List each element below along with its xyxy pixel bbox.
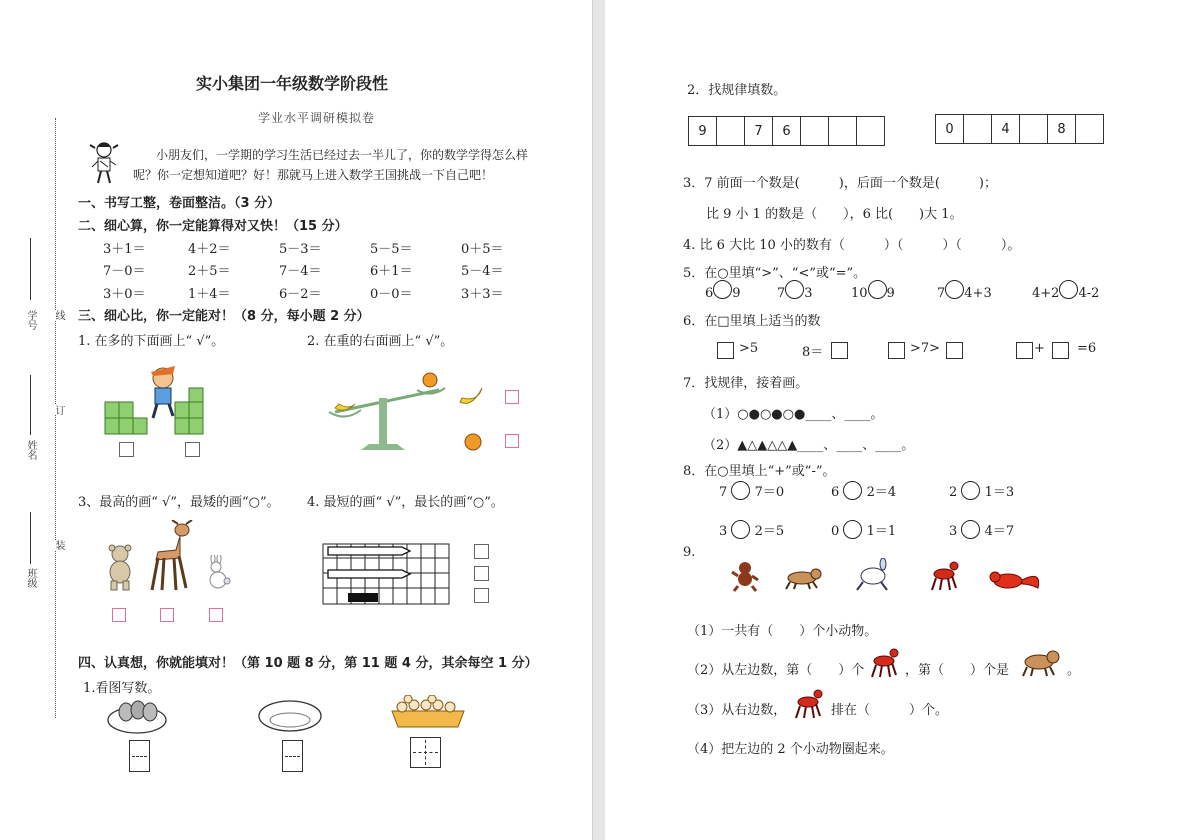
q9-3-part-a: （3）从右边数， (687, 703, 787, 718)
compare-item: 7 4+3 (937, 280, 992, 301)
deer-icon (790, 686, 826, 720)
compare-item: 10 9 (851, 280, 895, 301)
q3-text: 3．7 前面一个数是( )，后面一个数是( )； (683, 176, 997, 191)
pencil-grid-illustration (322, 543, 450, 605)
digit-box[interactable] (282, 740, 303, 772)
sequence-row-2 (935, 114, 1104, 144)
monkey-icon (730, 560, 760, 592)
q4-text: 4. 比 6 大比 10 小的数有（ ）（ ）（ ）。 (683, 238, 1021, 253)
rabbit-illustration (203, 555, 233, 591)
q6-text: 6．在□里填上适当的数 (683, 314, 821, 329)
bear-illustration (102, 544, 138, 592)
deer-illustration (146, 520, 196, 592)
dog-icon (1017, 648, 1061, 678)
side-label-ding: 订 (53, 405, 64, 415)
fill-box[interactable] (831, 342, 848, 359)
deer-icon (926, 558, 962, 592)
compare-circle[interactable] (868, 280, 887, 299)
side-line-banji (30, 512, 31, 564)
empty-plate-illustration (257, 698, 323, 736)
sign-circle[interactable] (731, 520, 750, 539)
calc-item: 3＋0＝ (103, 287, 146, 302)
sign-circle[interactable] (843, 520, 862, 539)
squirrel-icon (986, 566, 1046, 592)
side-label-zhuang: 装 (53, 540, 64, 550)
q3-1-text: 1. 在多的下面画上“ √”。 (78, 334, 225, 349)
q3-subtext: 比 9 小 1 的数是（ ），6 比( )大 1。 (706, 207, 963, 222)
sequence-cell[interactable]: 8 (1048, 115, 1076, 143)
q9-2-part-b: ，第（ ）个是 (905, 663, 1010, 678)
compare-circle[interactable] (1059, 280, 1078, 299)
sign-item: 6 2＝4 (831, 481, 896, 500)
sign-circle[interactable] (731, 481, 750, 500)
calc-item: 5－4＝ (461, 264, 504, 279)
deer-icon (866, 645, 902, 679)
answer-box[interactable] (505, 390, 519, 404)
left-page (0, 0, 592, 840)
sequence-row-1 (688, 116, 885, 146)
intro-line-2: 呢？你一定想知道吧？好！那就马上进入数学王国挑战一下自己吧！ (133, 168, 494, 182)
q9-2-part-c: 。 (1067, 663, 1081, 678)
fill-box[interactable] (888, 342, 905, 359)
answer-box[interactable] (474, 544, 489, 559)
sign-item: 2 1＝3 (949, 481, 1014, 500)
side-label-xingming: 姓名 (25, 440, 36, 460)
q2-text: 2．找规律填数。 (687, 83, 787, 98)
q6-part-c: >7> (910, 341, 941, 356)
q9-1-text: （1）一共有（ ）个小动物。 (687, 624, 878, 639)
section-3-heading: 三、细心比，你一定能对！（8 分，每小题 2 分） (78, 309, 370, 324)
q6-part-b: 8＝ (802, 345, 824, 360)
binding-line (55, 118, 56, 718)
answer-box[interactable] (505, 434, 519, 448)
fill-box[interactable] (1052, 342, 1069, 359)
side-label-banji: 班级 (25, 568, 36, 588)
q3-3-text: 3、最高的画“ √”，最矮的画“○”。 (78, 495, 280, 510)
q6-part-a: >5 (739, 341, 759, 356)
q7-2-text: （2）▲△▲△△▲____、____、____。 (703, 438, 915, 453)
cubes-boy-illustration (103, 360, 213, 440)
fill-box[interactable] (1016, 342, 1033, 359)
q4-1-text: 1.看图写数。 (83, 681, 161, 696)
compare-item: 7 3 (777, 280, 813, 301)
fill-box[interactable] (717, 342, 734, 359)
section-4-heading: 四、认真想，你就能填对！（第 10 题 8 分，第 11 题 4 分，其余每空 1 分） (78, 656, 538, 671)
sequence-cell[interactable] (1076, 115, 1103, 143)
page-gutter (592, 0, 606, 840)
calc-item: 7－0＝ (103, 264, 146, 279)
calc-item: 0＋5＝ (461, 242, 504, 257)
side-line-xuehao (30, 238, 31, 300)
sequence-cell[interactable] (1020, 115, 1048, 143)
answer-box[interactable] (185, 442, 200, 457)
compare-circle[interactable] (945, 280, 964, 299)
side-line-xingming (30, 375, 31, 435)
q9-3-part-b: 排在（ ）个。 (831, 703, 949, 718)
q8-text: 8．在○里填上“+”或“-”。 (683, 464, 836, 479)
compare-item: 4+2 4-2 (1032, 280, 1099, 301)
calc-item: 6＋1＝ (370, 264, 413, 279)
q9-4-text: （4）把左边的 2 个小动物圈起来。 (687, 742, 894, 757)
q7-1-text: （1）○●○●○●____、____。 (703, 407, 884, 422)
calc-item: 3＋1＝ (103, 242, 146, 257)
fill-box[interactable] (946, 342, 963, 359)
calc-item: 4＋2＝ (188, 242, 231, 257)
sequence-cell[interactable] (717, 117, 745, 145)
digit-box[interactable] (410, 737, 441, 768)
plate-with-pears-illustration (106, 694, 168, 736)
calc-item: 5－5＝ (370, 242, 413, 257)
section-1-heading: 一、书写工整，卷面整洁。（3 分） (78, 196, 281, 211)
calc-item: 6－2＝ (279, 287, 322, 302)
sign-item: 3 2＝5 (719, 520, 784, 539)
answer-box[interactable] (474, 566, 489, 581)
q9-2-part-a: （2）从左边数，第（ ）个 (687, 663, 865, 678)
sign-item: 3 4＝7 (949, 520, 1014, 539)
answer-box[interactable] (160, 608, 174, 622)
side-label-xuehao: 学号 (25, 310, 36, 330)
compare-circle[interactable] (713, 280, 732, 299)
sequence-cell[interactable]: 7 (745, 117, 773, 145)
q3-2-text: 2. 在重的右面画上“ √”。 (307, 334, 454, 349)
q5-text: 5．在○里填“>”、“<”或“=”。 (683, 266, 867, 281)
sequence-cell[interactable] (801, 117, 829, 145)
sequence-cell[interactable]: 0 (936, 115, 964, 143)
compare-circle[interactable] (785, 280, 804, 299)
orange-icon (463, 432, 483, 452)
page-title: 实小集团一年级数学阶段性 (196, 74, 389, 93)
answer-box[interactable] (474, 588, 489, 603)
sequence-cell[interactable] (964, 115, 992, 143)
sequence-cell[interactable]: 9 (689, 117, 717, 145)
sequence-cell[interactable]: 4 (992, 115, 1020, 143)
q3-4-text: 4. 最短的画“ √”，最长的画“○”。 (307, 495, 504, 510)
calc-item: 1＋4＝ (188, 287, 231, 302)
answer-box[interactable] (119, 442, 134, 457)
q7-text: 7．找规律，接着画。 (683, 376, 809, 391)
intro-line-1: 小朋友们，一学期的学习生活已经过去一半儿了，你的数学学得怎么样 (156, 148, 529, 162)
calc-item: 3＋3＝ (461, 287, 504, 302)
section-2-heading: 二、细心算，你一定能算得对又快！（15 分） (78, 219, 348, 234)
q9-label: 9. (683, 545, 696, 560)
calc-item: 7－4＝ (279, 264, 322, 279)
dog-icon (780, 566, 824, 590)
sign-item: 0 1＝1 (831, 520, 896, 539)
kid-illustration (88, 139, 120, 187)
q6-part-d: + (1034, 341, 1045, 356)
sign-item: 7 7＝0 (719, 481, 784, 500)
sign-circle[interactable] (843, 481, 862, 500)
answer-box[interactable] (112, 608, 126, 622)
sign-circle[interactable] (961, 520, 980, 539)
side-label-xian: 线 (53, 310, 64, 320)
balance-scale-illustration (327, 368, 447, 458)
calc-item: 2＋5＝ (188, 264, 231, 279)
sign-circle[interactable] (961, 481, 980, 500)
digit-box[interactable] (129, 740, 150, 772)
sequence-cell[interactable] (829, 117, 857, 145)
calc-item: 5－3＝ (279, 242, 322, 257)
answer-box[interactable] (209, 608, 223, 622)
egg-tray-illustration (390, 695, 466, 731)
rabbit-icon (853, 558, 893, 592)
q6-part-e: =6 (1077, 341, 1097, 356)
banana-icon (456, 382, 486, 412)
sequence-cell[interactable]: 6 (773, 117, 801, 145)
right-page (605, 0, 1199, 840)
sequence-cell[interactable] (857, 117, 884, 145)
calc-item: 0－0＝ (370, 287, 413, 302)
page-subtitle: 学业水平调研模拟卷 (258, 111, 376, 125)
compare-item: 6 9 (705, 280, 741, 301)
